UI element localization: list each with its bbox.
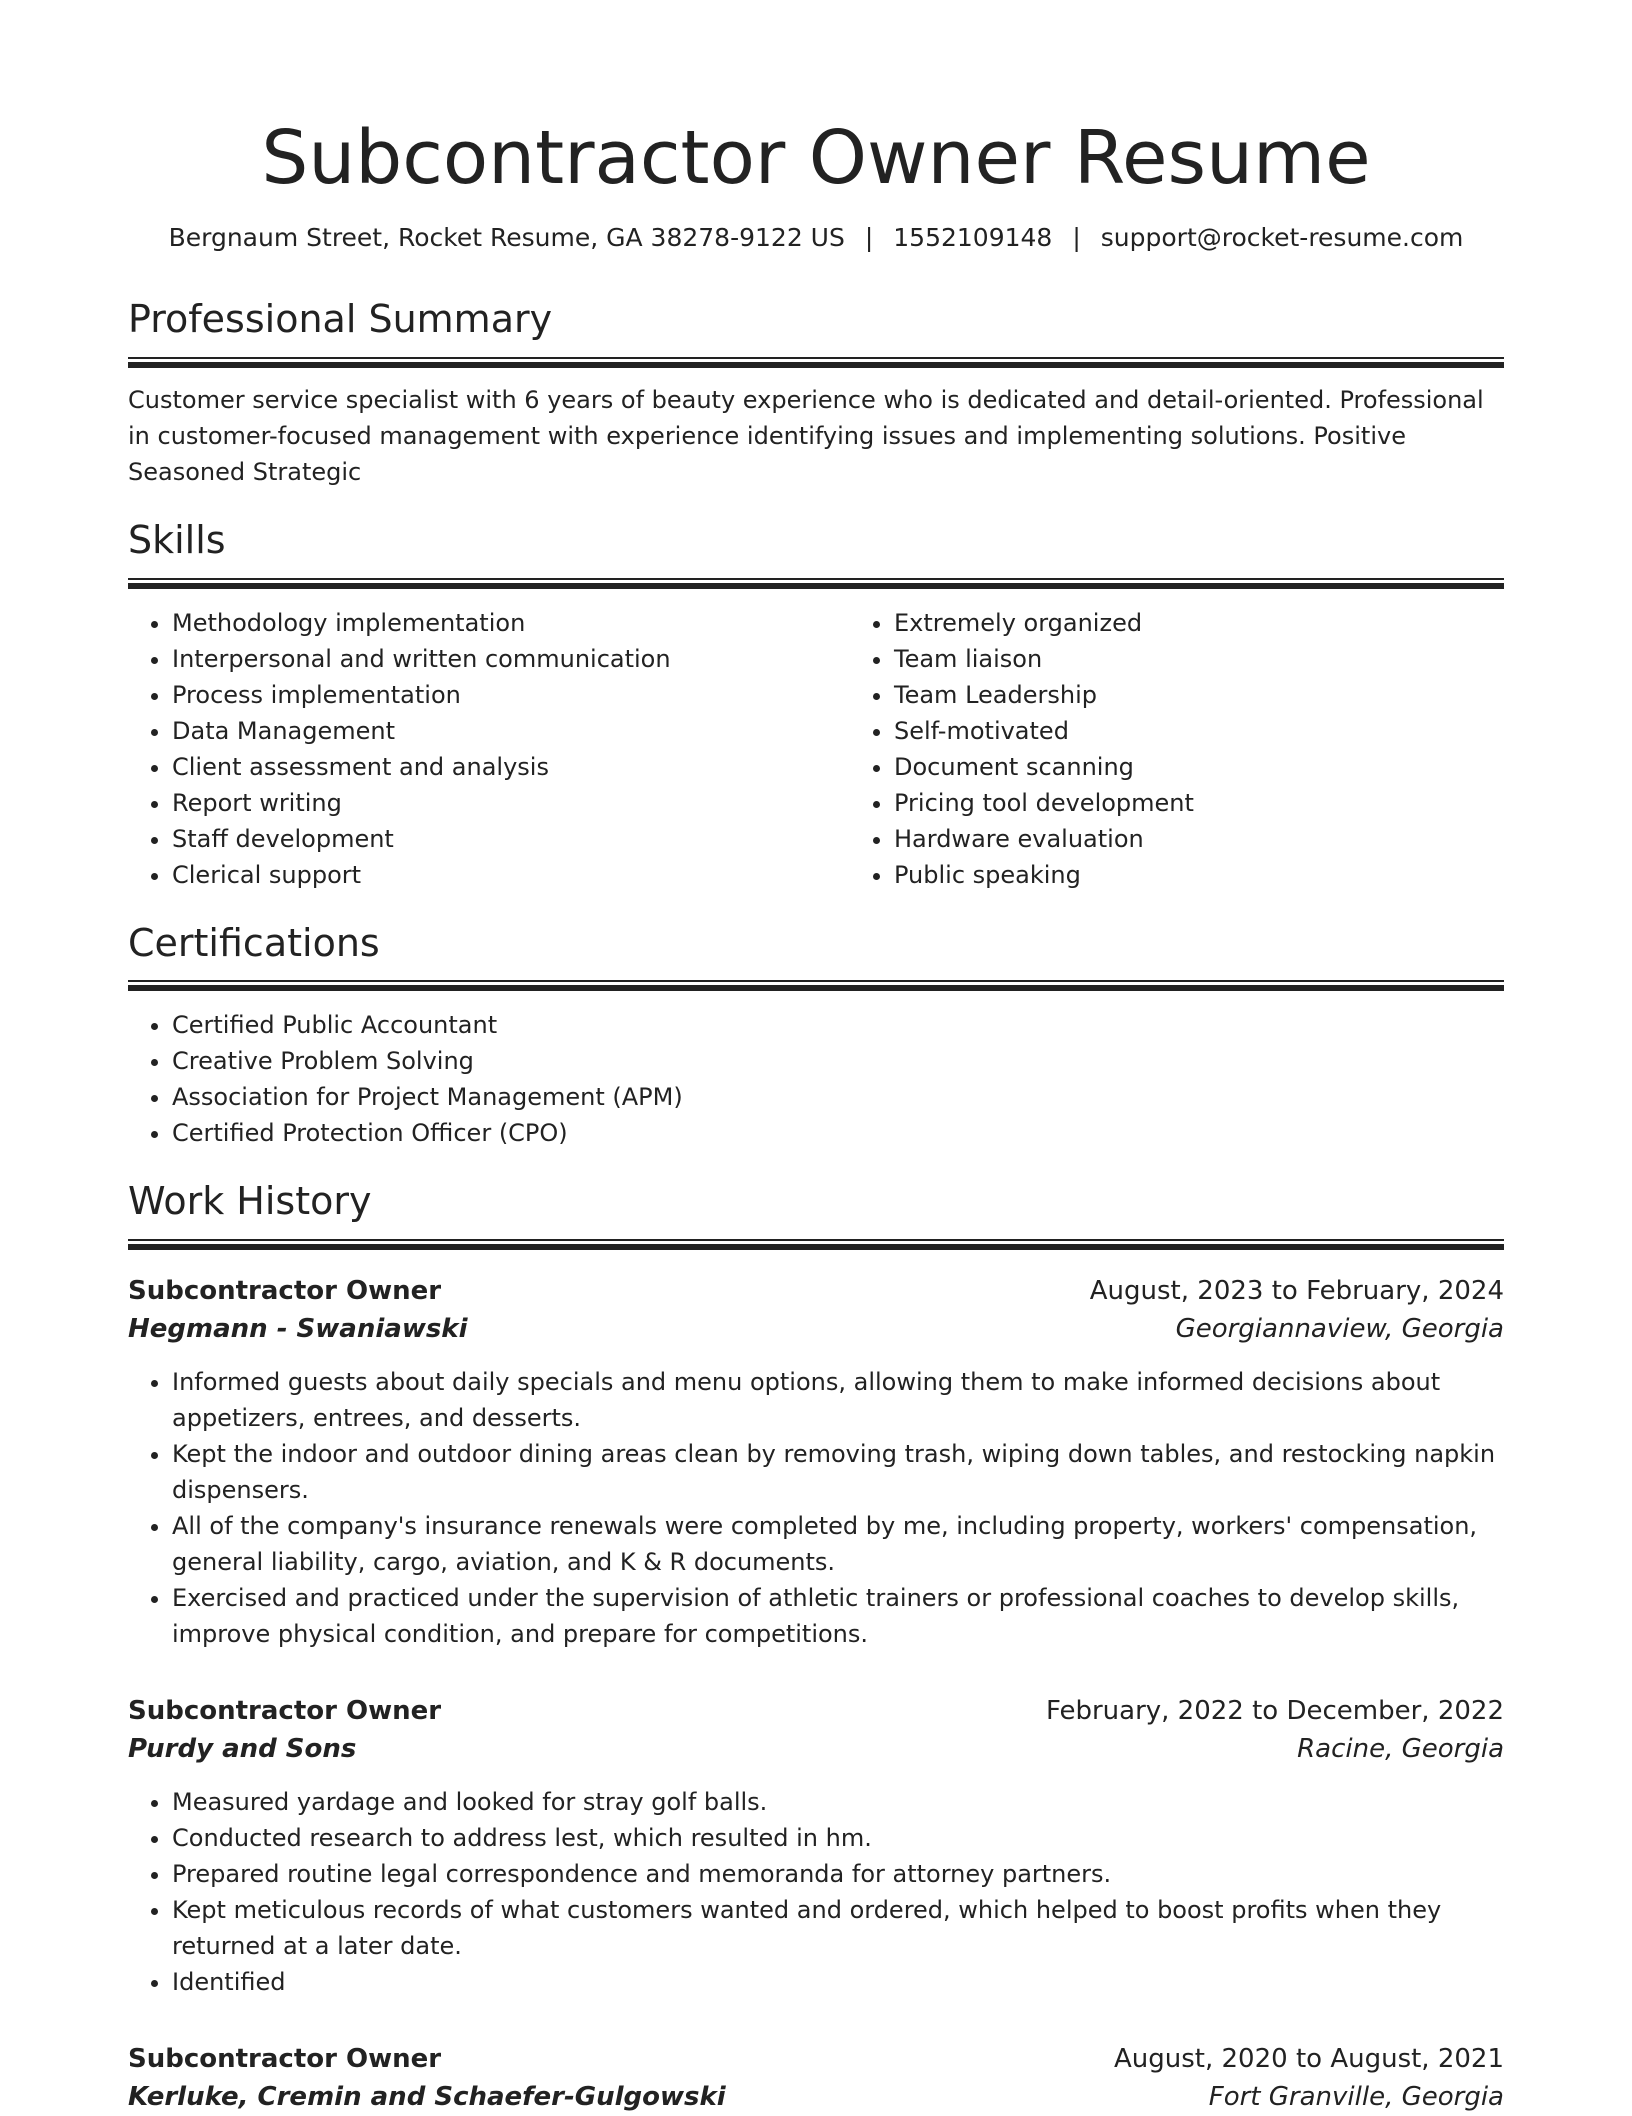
contact-separator: | (864, 223, 874, 253)
summary-section (128, 297, 1504, 490)
skills-list-right (850, 605, 1572, 893)
job-title: Subcontractor Owner (128, 2043, 442, 2074)
skills-section (128, 518, 1504, 893)
job-entry (128, 1272, 1504, 1652)
job-bullet: • Kept the indoor and outdoor dining areas clean by removing trash, wiping down tables, and restocking napkin dispensers. (172, 1436, 1504, 1508)
job-dates: February, 2022 to December, 2022 (1045, 1695, 1504, 1726)
skill-item: • Self-motivated (894, 713, 1572, 749)
skill-item: • Team Leadership (894, 677, 1572, 713)
skill-item: • Extremely organized (894, 605, 1572, 641)
section-divider (128, 578, 1504, 589)
skill-item: • Data Management (172, 713, 850, 749)
skill-item: • Client assessment and analysis (172, 749, 850, 785)
contact-phone: 1552109148 (893, 223, 1053, 253)
resume-title: Subcontractor Owner Resume (261, 115, 1371, 201)
certification-item: • Certified Public Accountant (172, 1007, 1504, 1043)
job-subheader-row (128, 1310, 1504, 1348)
job-dates: August, 2023 to February, 2024 (1089, 1275, 1504, 1306)
skill-item: • Interpersonal and written communication (172, 641, 850, 677)
skill-item: • Team liaison (894, 641, 1572, 677)
job-bullet: • Informed guests about daily specials and menu options, allowing them to make informed decisions about appetizers, entrees, and desserts. (172, 1364, 1504, 1436)
summary-text: Customer service specialist with 6 years of beauty experience who is dedicated and detail-oriented. Professional in customer-focused management with experience identifying issues and implementing solutions. Positive Seasoned Strategic (128, 385, 1484, 486)
job-bullet: • Exercised and practiced under the supervision of athletic trainers or professional coaches to develop skills, improve physical condition, and prepare for competitions. (172, 1580, 1504, 1652)
job-company: Purdy and Sons (128, 1733, 357, 1764)
job-entry (128, 1692, 1504, 2000)
job-header-row (128, 1692, 1504, 1730)
contact-line (128, 223, 1504, 253)
work-history-section (128, 1179, 1504, 2116)
job-bullet: • Conducted research to address lest, which resulted in hm. (172, 1820, 1504, 1856)
job-company: Kerluke, Cremin and Schaefer-Gulgowski (128, 2081, 726, 2112)
contact-email[interactable]: support@rocket-resume.com (1100, 223, 1464, 253)
job-bullet: • Kept meticulous records of what customers wanted and ordered, which helped to boost profits when they returned at a later date. (172, 1892, 1504, 1964)
section-divider (128, 1239, 1504, 1250)
job-subheader-row (128, 2078, 1504, 2116)
job-dates: August, 2020 to August, 2021 (1114, 2043, 1504, 2074)
skill-item: • Report writing (172, 785, 850, 821)
job-header-row (128, 2040, 1504, 2078)
skills-list-left (128, 605, 850, 893)
skill-item: • Hardware evaluation (894, 821, 1572, 857)
section-heading-work-history: Work History (128, 1179, 372, 1224)
contact-address: Bergnaum Street, Rocket Resume, GA 38278-9122 US (168, 223, 845, 253)
job-subheader-row (128, 1730, 1504, 1768)
resume-page (128, 0, 1504, 2116)
job-bullet: • All of the company's insurance renewals were completed by me, including property, workers' compensation, general liability, cargo, aviation, and K & R documents. (172, 1508, 1504, 1580)
job-company: Hegmann - Swaniawski (128, 1313, 468, 1344)
skill-item: • Staff development (172, 821, 850, 857)
job-header-row (128, 1272, 1504, 1310)
job-location: Racine, Georgia (1297, 1733, 1504, 1764)
section-heading-certifications: Certifications (128, 920, 380, 965)
certification-item: • Creative Problem Solving (172, 1043, 1504, 1079)
certifications-list (128, 1007, 1504, 1151)
skill-item: • Document scanning (894, 749, 1572, 785)
job-title: Subcontractor Owner (128, 1275, 442, 1306)
job-location: Georgiannaview, Georgia (1175, 1313, 1504, 1344)
job-entry (128, 2040, 1504, 2116)
skills-grid (128, 589, 1504, 893)
skill-item: • Public speaking (894, 857, 1572, 893)
skill-item: • Pricing tool development (894, 785, 1572, 821)
certification-item: • Certified Protection Officer (CPO) (172, 1115, 1504, 1151)
section-heading-summary: Professional Summary (128, 297, 553, 342)
job-bullet: • Prepared routine legal correspondence and memoranda for attorney partners. (172, 1856, 1504, 1892)
section-divider (128, 357, 1504, 368)
certification-item: • Association for Project Management (APM) (172, 1079, 1504, 1115)
contact-separator: | (1072, 223, 1081, 253)
section-heading-skills: Skills (128, 517, 226, 562)
job-bullet: • Measured yardage and looked for stray golf balls. (172, 1784, 1504, 1820)
skill-item: • Process implementation (172, 677, 850, 713)
certifications-section (128, 921, 1504, 1152)
skill-item: • Clerical support (172, 857, 850, 893)
job-bullets (128, 1364, 1504, 1652)
job-title: Subcontractor Owner (128, 1695, 442, 1726)
section-divider (128, 980, 1504, 991)
job-location: Fort Granville, Georgia (1208, 2081, 1504, 2112)
job-bullets (128, 1784, 1504, 2000)
skill-item: • Methodology implementation (172, 605, 850, 641)
job-bullet: • Identified (172, 1964, 1504, 2000)
